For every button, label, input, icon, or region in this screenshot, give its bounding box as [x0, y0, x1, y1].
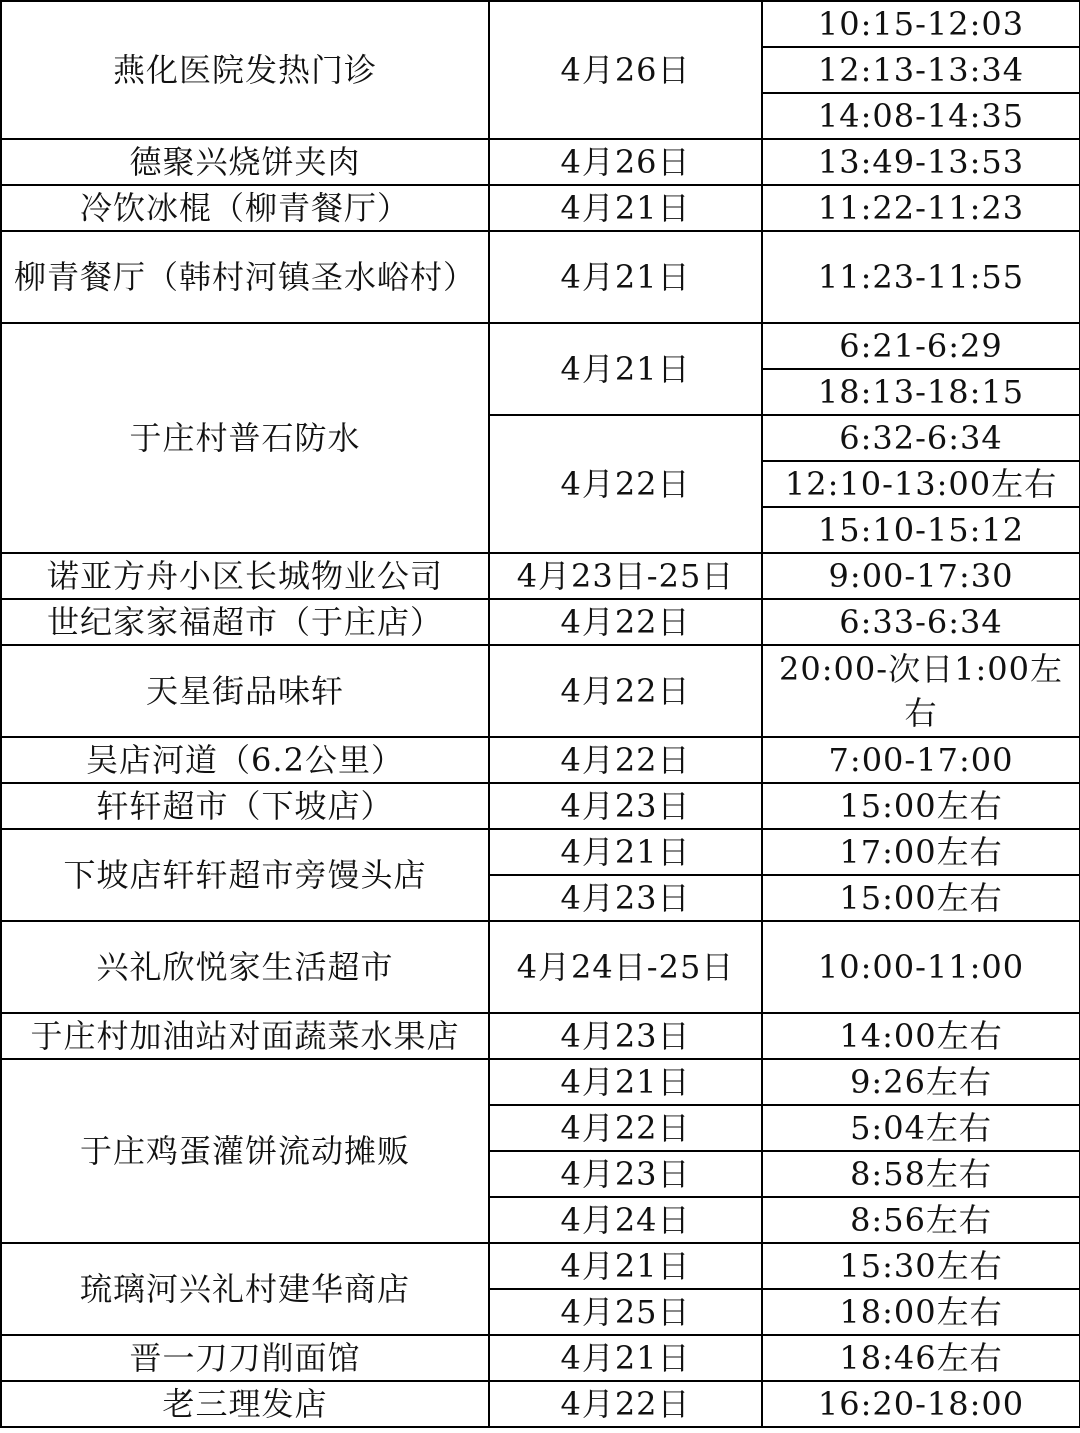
place-cell: 下坡店轩轩超市旁馒头店 [1, 829, 489, 921]
table-row [1, 1059, 1080, 1105]
date-cell: 4月21日 [489, 1243, 762, 1289]
time-cell: 12:13-13:34 [762, 47, 1080, 93]
time-cell: 10:00-11:00 [762, 921, 1080, 1013]
date-cell: 4月22日 [489, 599, 762, 645]
place-cell: 兴礼欣悦家生活超市 [1, 921, 489, 1013]
date-cell: 4月22日 [489, 1105, 762, 1151]
table-row [1, 185, 1080, 231]
place-cell: 诺亚方舟小区长城物业公司 [1, 553, 489, 599]
table-row [1, 829, 1080, 875]
time-cell: 9:00-17:30 [762, 553, 1080, 599]
table-row [1, 1335, 1080, 1381]
table-row [1, 1381, 1080, 1427]
place-cell: 于庄鸡蛋灌饼流动摊贩 [1, 1059, 489, 1243]
date-cell: 4月25日 [489, 1289, 762, 1335]
time-cell: 15:00左右 [762, 875, 1080, 921]
time-cell: 11:23-11:55 [762, 231, 1080, 323]
place-cell: 天星街品味轩 [1, 645, 489, 737]
date-cell: 4月22日 [489, 737, 762, 783]
time-cell: 11:22-11:23 [762, 185, 1080, 231]
date-cell: 4月21日 [489, 829, 762, 875]
time-cell: 6:21-6:29 [762, 323, 1080, 369]
place-cell: 于庄村加油站对面蔬菜水果店 [1, 1013, 489, 1059]
date-cell: 4月24日-25日 [489, 921, 762, 1013]
date-cell: 4月21日 [489, 185, 762, 231]
date-cell: 4月23日-25日 [489, 553, 762, 599]
time-cell: 20:00-次日1:00左右 [762, 645, 1080, 737]
date-cell: 4月21日 [489, 231, 762, 323]
place-cell: 老三理发店 [1, 1381, 489, 1427]
place-cell: 冷饮冰棍（柳青餐厅） [1, 185, 489, 231]
date-cell: 4月22日 [489, 1381, 762, 1427]
table-row [1, 783, 1080, 829]
table-row [1, 323, 1080, 369]
time-cell: 10:15-12:03 [762, 1, 1080, 47]
time-cell: 17:00左右 [762, 829, 1080, 875]
time-cell: 8:56左右 [762, 1197, 1080, 1243]
place-cell: 德聚兴烧饼夹肉 [1, 139, 489, 185]
time-cell: 15:10-15:12 [762, 507, 1080, 553]
time-cell: 18:00左右 [762, 1289, 1080, 1335]
date-cell: 4月22日 [489, 415, 762, 553]
time-cell: 18:13-18:15 [762, 369, 1080, 415]
place-cell: 晋一刀刀削面馆 [1, 1335, 489, 1381]
time-cell: 14:00左右 [762, 1013, 1080, 1059]
time-cell: 7:00-17:00 [762, 737, 1080, 783]
date-cell: 4月23日 [489, 1013, 762, 1059]
time-cell: 16:20-18:00 [762, 1381, 1080, 1427]
time-cell: 18:46左右 [762, 1335, 1080, 1381]
time-cell: 9:26左右 [762, 1059, 1080, 1105]
time-cell: 5:04左右 [762, 1105, 1080, 1151]
table-row [1, 599, 1080, 645]
table-row [1, 139, 1080, 185]
place-cell: 柳青餐厅（韩村河镇圣水峪村） [1, 231, 489, 323]
time-cell: 15:00左右 [762, 783, 1080, 829]
date-cell: 4月22日 [489, 645, 762, 737]
table-row [1, 1013, 1080, 1059]
date-cell: 4月21日 [489, 1335, 762, 1381]
time-cell: 12:10-13:00左右 [762, 461, 1080, 507]
table-row [1, 1, 1080, 47]
place-cell: 轩轩超市（下坡店） [1, 783, 489, 829]
table-row [1, 231, 1080, 323]
time-cell: 13:49-13:53 [762, 139, 1080, 185]
date-cell: 4月26日 [489, 1, 762, 139]
time-cell: 6:33-6:34 [762, 599, 1080, 645]
date-cell: 4月21日 [489, 323, 762, 415]
date-cell: 4月23日 [489, 875, 762, 921]
place-cell: 世纪家家福超市（于庄店） [1, 599, 489, 645]
schedule-body [1, 1, 1080, 1427]
date-cell: 4月26日 [489, 139, 762, 185]
time-cell: 8:58左右 [762, 1151, 1080, 1197]
table-row [1, 921, 1080, 1013]
place-cell: 琉璃河兴礼村建华商店 [1, 1243, 489, 1335]
date-cell: 4月23日 [489, 783, 762, 829]
table-row [1, 1243, 1080, 1289]
date-cell: 4月24日 [489, 1197, 762, 1243]
date-cell: 4月21日 [489, 1059, 762, 1105]
table-row [1, 553, 1080, 599]
place-cell: 燕化医院发热门诊 [1, 1, 489, 139]
time-cell: 15:30左右 [762, 1243, 1080, 1289]
time-cell: 14:08-14:35 [762, 93, 1080, 139]
place-cell: 于庄村普石防水 [1, 323, 489, 553]
table-row [1, 645, 1080, 737]
time-cell: 6:32-6:34 [762, 415, 1080, 461]
date-cell: 4月23日 [489, 1151, 762, 1197]
table-row [1, 737, 1080, 783]
place-cell: 吴店河道（6.2公里） [1, 737, 489, 783]
